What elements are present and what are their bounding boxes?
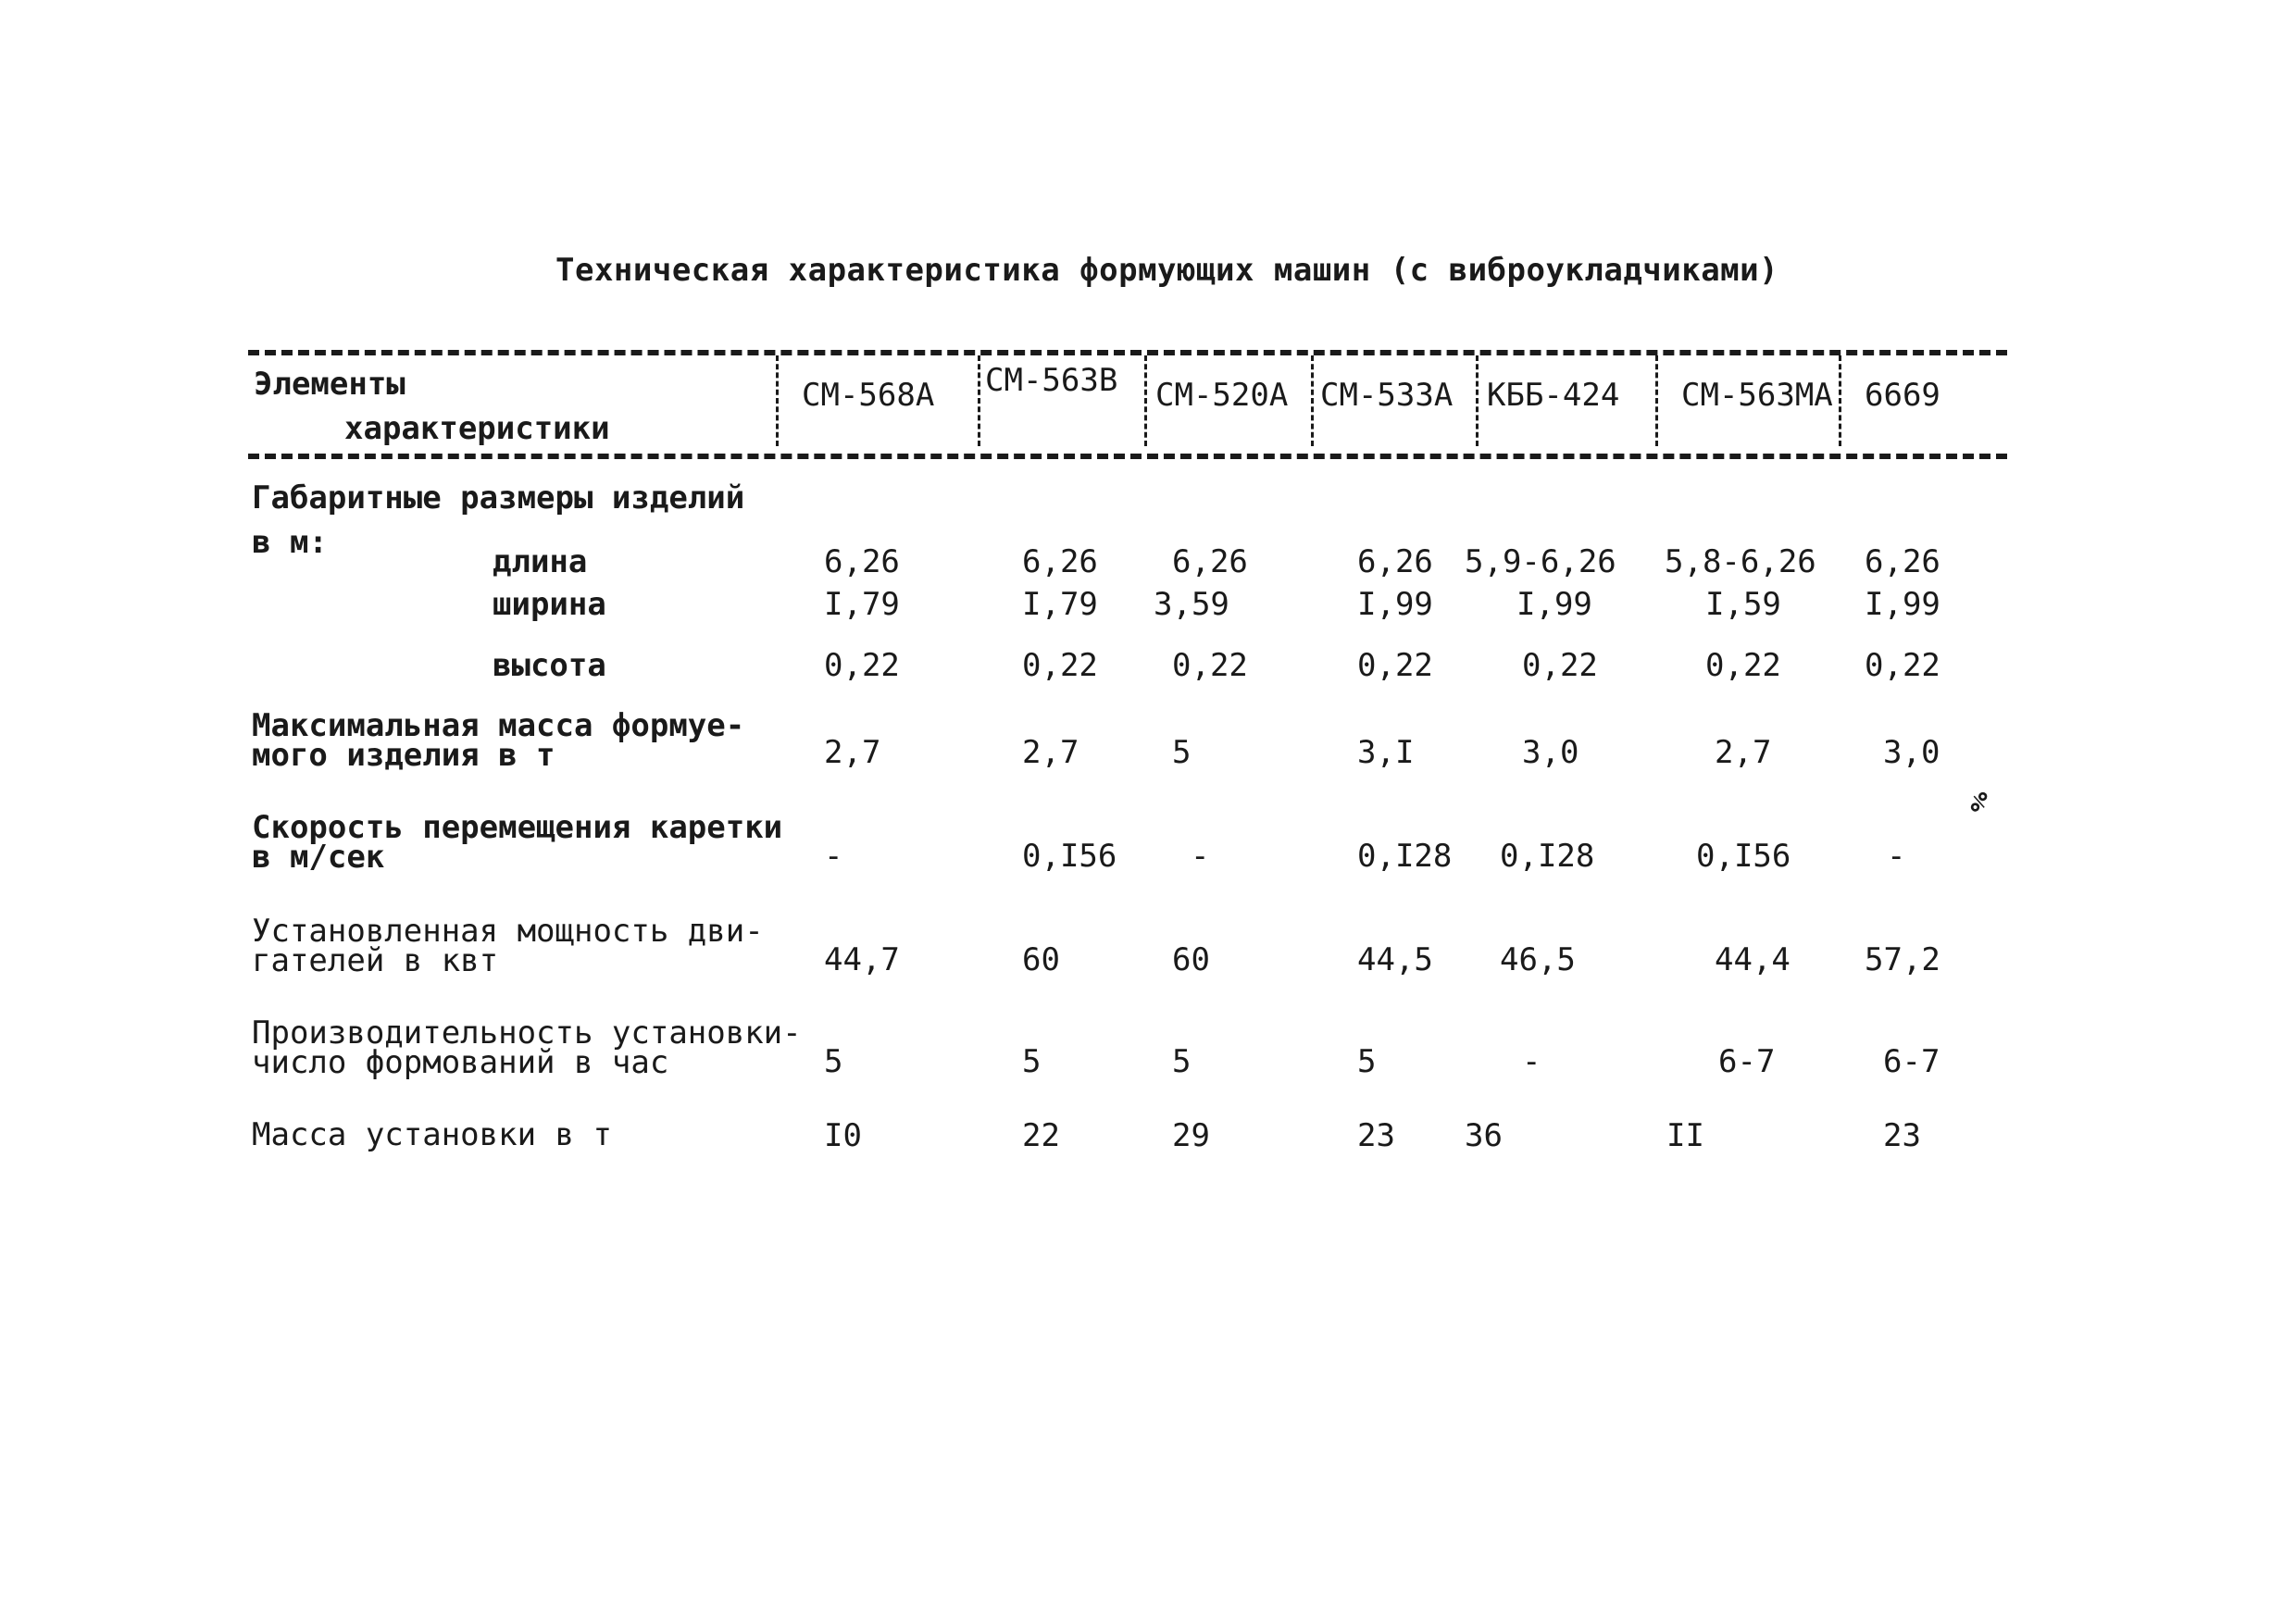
- column-separator: [1655, 355, 1658, 446]
- column-separator: [776, 355, 779, 446]
- width-label: ширина: [493, 586, 606, 623]
- install-mass-value: 29: [1172, 1117, 1210, 1154]
- height-value: 0,22: [1172, 647, 1248, 684]
- column-header: СМ-568А: [802, 377, 935, 414]
- power-value: 44,5: [1357, 941, 1433, 978]
- mass-value: 5: [1172, 734, 1192, 771]
- speed-value: 0,I56: [1696, 838, 1791, 875]
- header-label-line2: характеристики: [344, 410, 610, 447]
- mass-value: 2,7: [1022, 734, 1079, 771]
- speed-value: -: [1191, 838, 1210, 875]
- height-value: 0,22: [1705, 647, 1781, 684]
- mass-value: 3,I: [1357, 734, 1415, 771]
- length-value: 6,26: [1357, 543, 1433, 580]
- height-value: 0,22: [1865, 647, 1940, 684]
- power-label-line2: гателей в квт: [252, 942, 499, 979]
- power-value: 44,4: [1715, 941, 1791, 978]
- table-header-bottom-rule: [248, 454, 2007, 459]
- speed-value: 0,I28: [1500, 838, 1595, 875]
- column-separator: [1311, 355, 1314, 446]
- dimensions-section-unit: в м:: [252, 524, 328, 561]
- height-value: 0,22: [824, 647, 900, 684]
- column-separator: [1839, 355, 1841, 446]
- productivity-value: 6-7: [1883, 1043, 1940, 1080]
- height-label: высота: [493, 647, 606, 684]
- column-separator: [978, 355, 980, 446]
- power-value: 60: [1172, 941, 1210, 978]
- install-mass-value: I0: [824, 1117, 862, 1154]
- mass-label-line2: мого изделия в т: [252, 737, 555, 774]
- productivity-label-line2: число формований в час: [252, 1044, 669, 1081]
- height-value: 0,22: [1522, 647, 1598, 684]
- column-header: СМ-533А: [1320, 377, 1454, 414]
- power-value: 44,7: [824, 941, 900, 978]
- install-mass-value: II: [1666, 1117, 1704, 1154]
- productivity-label-line1: Производительность установки-: [252, 1014, 802, 1052]
- height-value: 0,22: [1357, 647, 1433, 684]
- column-header: СМ-563В: [985, 362, 1118, 399]
- width-value: I,59: [1705, 586, 1781, 623]
- install-mass-value: 23: [1357, 1117, 1395, 1154]
- margin-note: %: [1960, 789, 1997, 815]
- height-value: 0,22: [1022, 647, 1098, 684]
- width-value: I,99: [1865, 586, 1940, 623]
- productivity-value: 5: [824, 1043, 843, 1080]
- speed-label-line1: Скорость перемещения каретки: [252, 809, 783, 846]
- length-value: 5,8-6,26: [1665, 543, 1816, 580]
- header-label-line1: Элементы: [254, 366, 406, 403]
- width-value: 3,59: [1154, 586, 1229, 623]
- speed-value: -: [824, 838, 843, 875]
- column-header: СМ-520А: [1155, 377, 1289, 414]
- productivity-value: 5: [1357, 1043, 1377, 1080]
- install-mass-value: 22: [1022, 1117, 1060, 1154]
- productivity-value: -: [1522, 1043, 1541, 1080]
- speed-value: 0,I28: [1357, 838, 1453, 875]
- power-value: 57,2: [1865, 941, 1940, 978]
- length-value: 5,9-6,26: [1465, 543, 1616, 580]
- column-header: 6669: [1865, 377, 1940, 414]
- column-header: СМ-563МА: [1681, 377, 1833, 414]
- speed-value: -: [1887, 838, 1906, 875]
- document-title: Техническая характеристика формующих машин (с виброукладчиками): [555, 252, 1779, 289]
- mass-value: 3,0: [1522, 734, 1579, 771]
- length-label: длина: [493, 543, 588, 580]
- length-value: 6,26: [1172, 543, 1248, 580]
- install-mass-label: Масса установки в т: [252, 1116, 612, 1153]
- column-separator: [1476, 355, 1479, 446]
- productivity-value: 5: [1172, 1043, 1192, 1080]
- width-value: I,99: [1516, 586, 1592, 623]
- mass-value: 2,7: [824, 734, 881, 771]
- install-mass-value: 23: [1883, 1117, 1921, 1154]
- speed-label-line2: в м/сек: [252, 839, 385, 876]
- productivity-value: 6-7: [1718, 1043, 1776, 1080]
- column-header: КББ-424: [1487, 377, 1620, 414]
- power-value: 60: [1022, 941, 1060, 978]
- mass-label-line1: Максимальная масса формуе-: [252, 707, 745, 744]
- power-value: 46,5: [1500, 941, 1576, 978]
- dimensions-section-title: Габаритные размеры изделий: [252, 479, 745, 517]
- width-value: I,79: [824, 586, 900, 623]
- mass-value: 2,7: [1715, 734, 1772, 771]
- length-value: 6,26: [1022, 543, 1098, 580]
- productivity-value: 5: [1022, 1043, 1042, 1080]
- column-separator: [1144, 355, 1147, 446]
- power-label-line1: Установленная мощность дви-: [252, 913, 764, 950]
- width-value: I,99: [1357, 586, 1433, 623]
- width-value: I,79: [1022, 586, 1098, 623]
- length-value: 6,26: [824, 543, 900, 580]
- table-top-rule: [248, 350, 2007, 355]
- mass-value: 3,0: [1883, 734, 1940, 771]
- length-value: 6,26: [1865, 543, 1940, 580]
- speed-value: 0,I56: [1022, 838, 1117, 875]
- install-mass-value: 36: [1465, 1117, 1503, 1154]
